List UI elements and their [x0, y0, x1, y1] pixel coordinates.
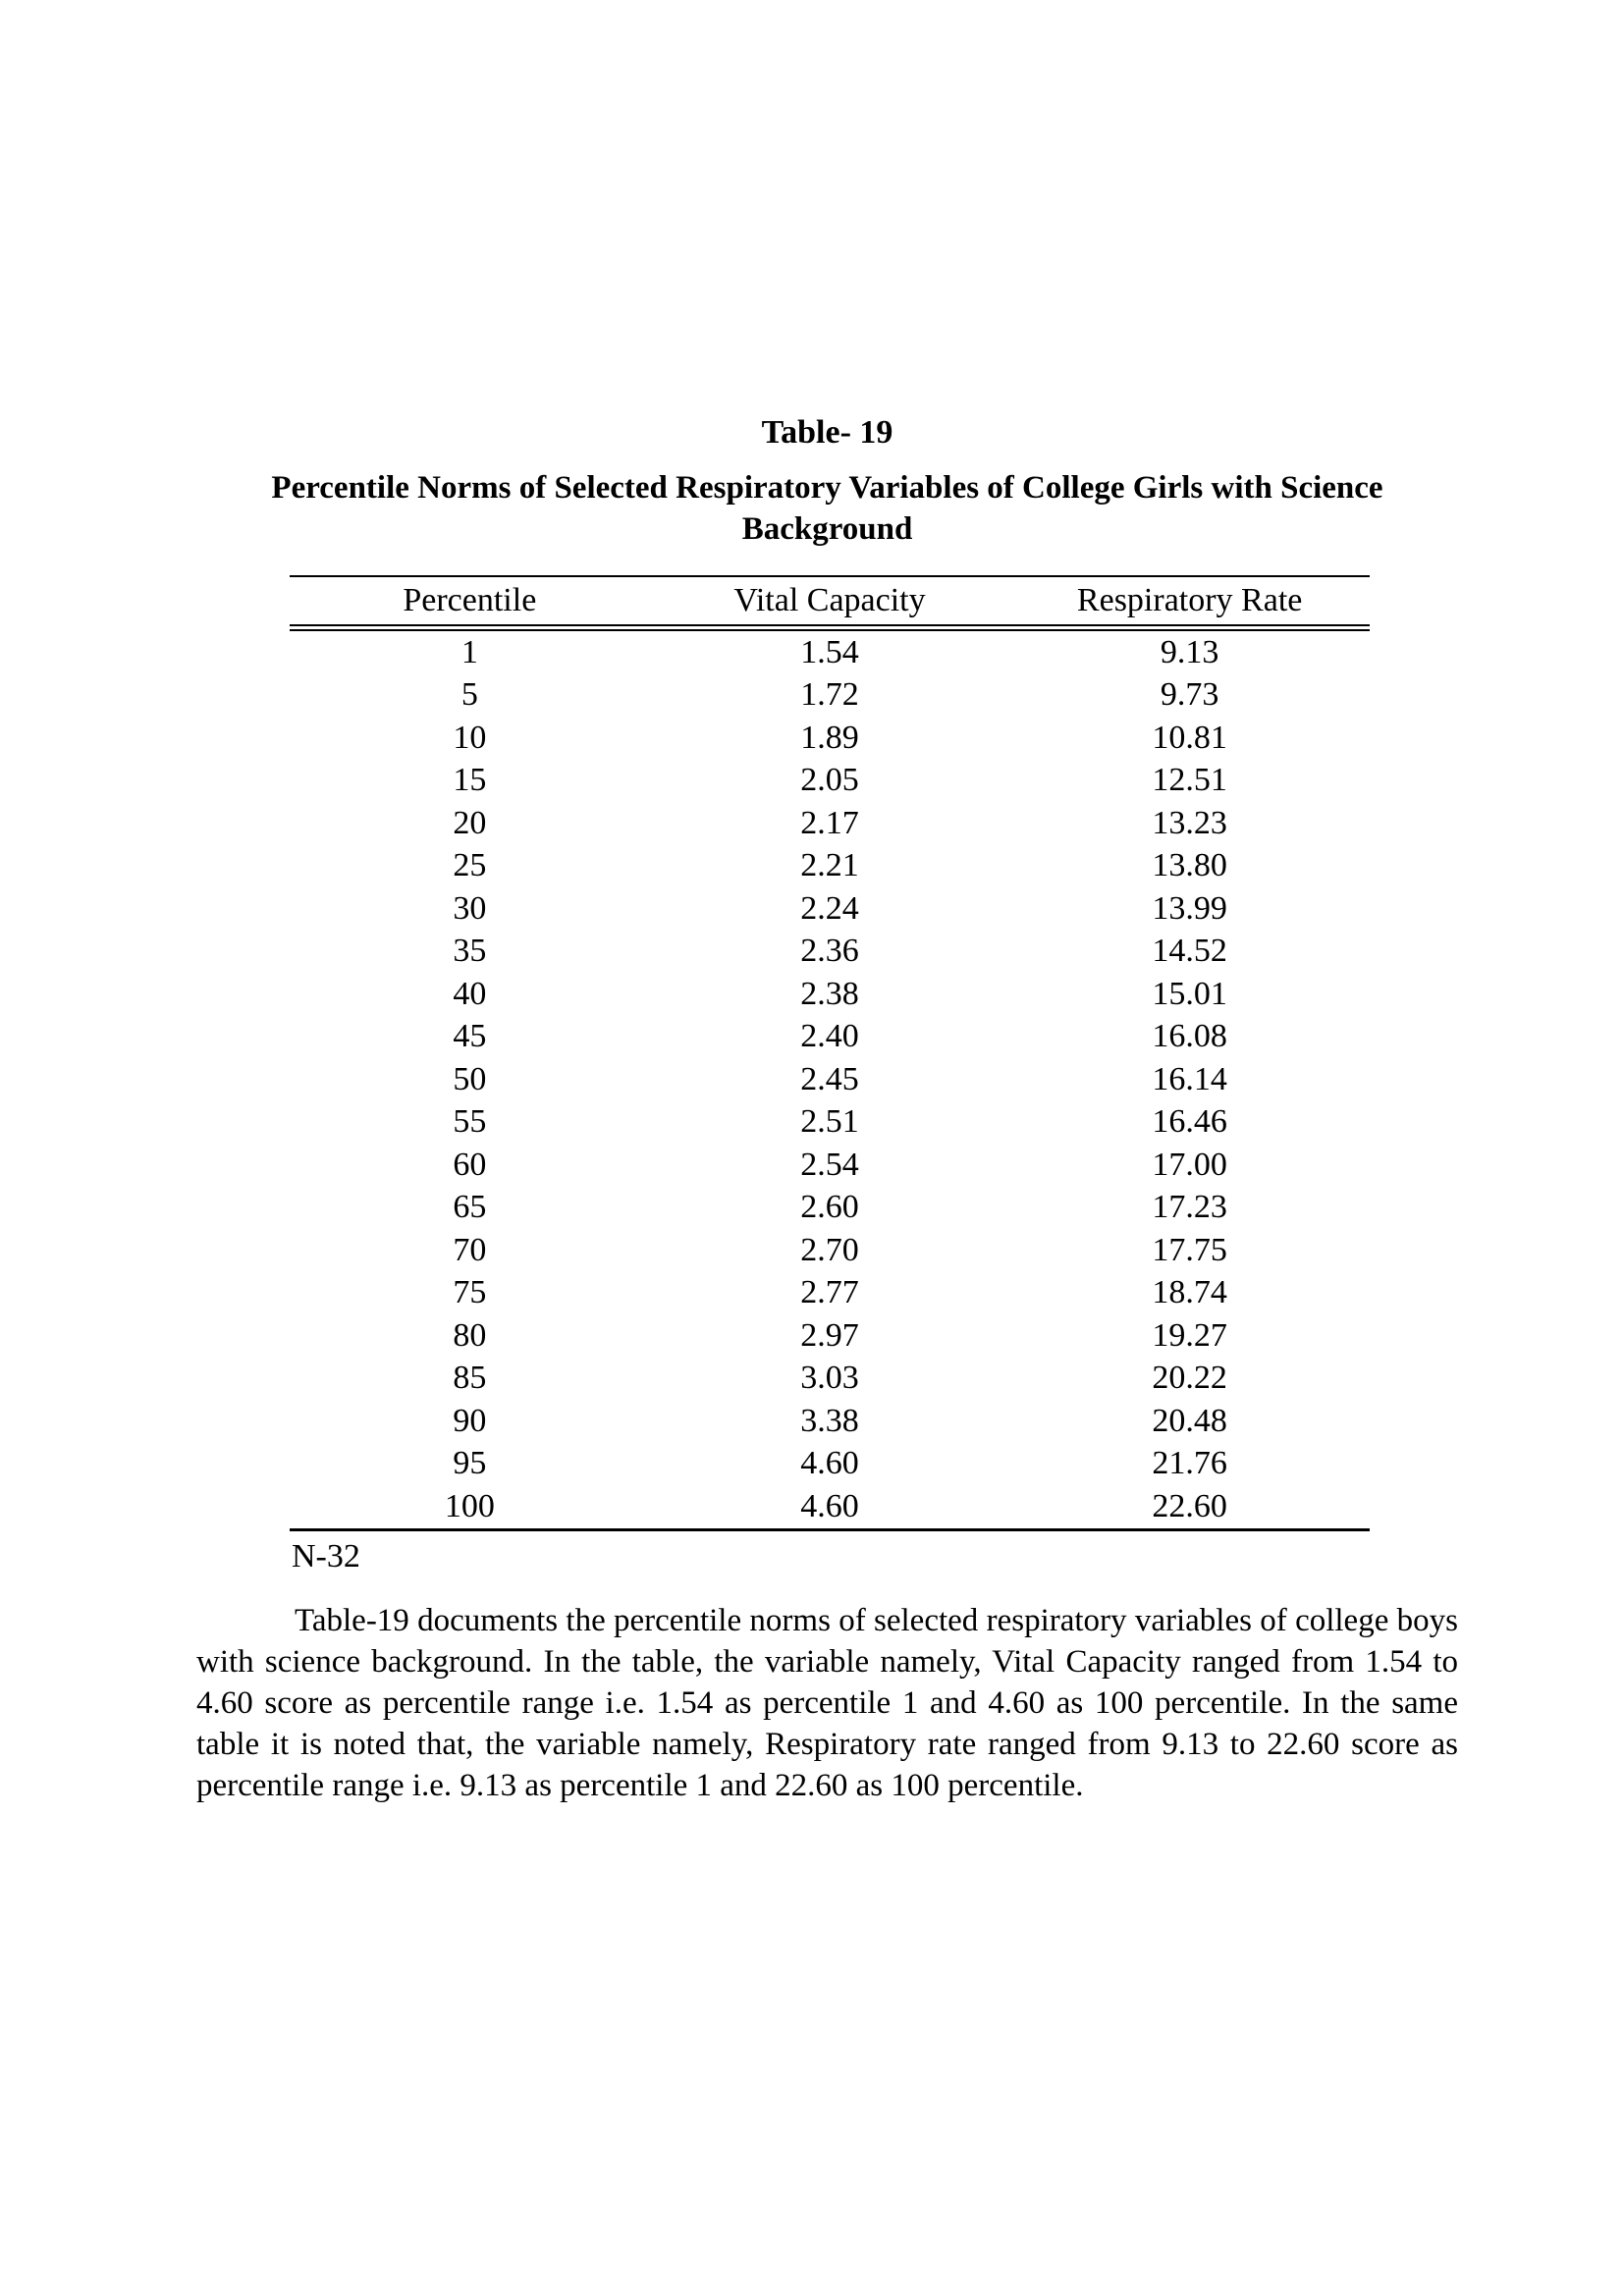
cell-respiratory-rate: 20.22	[1152, 1360, 1227, 1397]
table-number-title: Table- 19	[761, 414, 893, 451]
table-row	[290, 760, 1370, 803]
cell-respiratory-rate: 13.23	[1152, 804, 1227, 841]
percentile-norms-table	[290, 575, 1370, 1531]
cell-respiratory-rate: 17.23	[1152, 1189, 1227, 1226]
table-row	[290, 1485, 1370, 1528]
table-bottom-rule	[290, 1528, 1370, 1531]
cell-percentile: 1	[460, 633, 478, 670]
table-row	[290, 887, 1370, 931]
cell-percentile: 65	[453, 1189, 487, 1226]
column-header-percentile: Percentile	[403, 582, 537, 618]
table-caption-line-1: Percentile Norms of Selected Respiratory Variables of College Girls with Science	[271, 470, 1383, 506]
cell-percentile: 20	[453, 804, 487, 841]
cell-respiratory-rate: 12.51	[1152, 762, 1227, 799]
cell-respiratory-rate: 16.14	[1152, 1060, 1227, 1097]
cell-vital-capacity: 2.36	[800, 933, 859, 970]
cell-respiratory-rate: 16.08	[1152, 1018, 1227, 1055]
table-row	[290, 1016, 1370, 1059]
column-header-vital-capacity: Vital Capacity	[733, 582, 926, 618]
cell-percentile: 45	[453, 1018, 487, 1055]
cell-respiratory-rate: 20.48	[1152, 1402, 1227, 1439]
table-row	[290, 674, 1370, 718]
cell-respiratory-rate: 22.60	[1152, 1487, 1227, 1524]
cell-percentile: 25	[453, 847, 487, 884]
cell-percentile: 35	[453, 933, 487, 970]
cell-vital-capacity: 2.40	[800, 1018, 859, 1055]
table-row	[290, 1144, 1370, 1187]
cell-percentile: 10	[453, 719, 487, 756]
cell-vital-capacity: 1.72	[800, 676, 859, 714]
cell-vital-capacity: 2.70	[800, 1231, 859, 1268]
table-row	[290, 1443, 1370, 1486]
cell-vital-capacity: 2.51	[800, 1103, 859, 1141]
table-row	[290, 1358, 1370, 1401]
cell-vital-capacity: 2.38	[800, 975, 859, 1012]
table-row	[290, 802, 1370, 845]
table-row	[290, 631, 1370, 674]
cell-percentile: 15	[453, 762, 487, 799]
cell-percentile: 100	[444, 1487, 495, 1524]
table-row	[290, 973, 1370, 1016]
cell-vital-capacity: 1.54	[800, 633, 859, 670]
cell-respiratory-rate: 13.80	[1152, 847, 1227, 884]
table-row	[290, 845, 1370, 888]
cell-vital-capacity: 2.17	[800, 804, 859, 841]
cell-vital-capacity: 2.45	[800, 1060, 859, 1097]
cell-percentile: 60	[453, 1146, 487, 1183]
cell-vital-capacity: 2.24	[800, 889, 859, 927]
cell-respiratory-rate: 19.27	[1152, 1316, 1227, 1354]
sample-size-note: N-32	[292, 1537, 360, 1575]
cell-vital-capacity: 4.60	[800, 1487, 859, 1524]
table-row	[290, 1400, 1370, 1443]
cell-percentile: 85	[453, 1360, 487, 1397]
cell-respiratory-rate: 13.99	[1152, 889, 1227, 927]
cell-percentile: 90	[453, 1402, 487, 1439]
cell-percentile: 70	[453, 1231, 487, 1268]
cell-percentile: 80	[453, 1316, 487, 1354]
table-caption-line-2: Background	[741, 511, 913, 547]
cell-vital-capacity: 2.21	[800, 847, 859, 884]
table-body	[290, 631, 1370, 1528]
cell-vital-capacity: 3.38	[800, 1402, 859, 1439]
cell-vital-capacity: 2.97	[800, 1316, 859, 1354]
column-header-respiratory-rate: Respiratory Rate	[1076, 582, 1303, 618]
cell-vital-capacity: 1.89	[800, 719, 859, 756]
cell-percentile: 55	[453, 1103, 487, 1141]
cell-percentile: 40	[453, 975, 487, 1012]
cell-respiratory-rate: 21.76	[1152, 1445, 1227, 1482]
cell-vital-capacity: 4.60	[800, 1445, 859, 1482]
cell-percentile: 50	[453, 1060, 487, 1097]
cell-percentile: 95	[453, 1445, 487, 1482]
table-row	[290, 1101, 1370, 1145]
cell-vital-capacity: 2.77	[800, 1274, 859, 1311]
table-row	[290, 1314, 1370, 1358]
cell-respiratory-rate: 18.74	[1152, 1274, 1227, 1311]
cell-respiratory-rate: 9.73	[1160, 676, 1219, 714]
cell-respiratory-rate: 16.46	[1152, 1103, 1227, 1141]
cell-percentile: 5	[460, 676, 478, 714]
table-caption	[196, 467, 1458, 550]
header-double-rule	[290, 624, 1370, 631]
table-header-row	[290, 575, 1370, 624]
table-row	[290, 1058, 1370, 1101]
cell-respiratory-rate: 17.75	[1152, 1231, 1227, 1268]
table-description-paragraph: Table-19 documents the percentile norms of selected respiratory variables of college boys with science background. In the table, the variable namely, Vital Capacity ranged from 1.54 to 4.60 score as percentile range i.e. 1.54 as percentile 1 and 4.60 as 100 percentile. In the same table it is noted that, the variable namely, Respiratory rate ranged from 9.13 to 22.60 score as percentile range i.e. 9.13 as percentile 1 and 22.60 as 100 percentile.	[196, 1602, 1458, 1803]
cell-percentile: 75	[453, 1274, 487, 1311]
table-row	[290, 931, 1370, 974]
table-row	[290, 717, 1370, 760]
cell-respiratory-rate: 9.13	[1160, 633, 1219, 670]
table-row	[290, 1272, 1370, 1315]
cell-vital-capacity: 2.54	[800, 1146, 859, 1183]
cell-respiratory-rate: 15.01	[1152, 975, 1227, 1012]
cell-respiratory-rate: 17.00	[1152, 1146, 1227, 1183]
cell-respiratory-rate: 10.81	[1152, 719, 1227, 756]
page-content	[196, 0, 1458, 1806]
table-row	[290, 1229, 1370, 1272]
cell-vital-capacity: 3.03	[800, 1360, 859, 1397]
table-row	[290, 1187, 1370, 1230]
cell-vital-capacity: 2.05	[800, 762, 859, 799]
cell-percentile: 30	[453, 889, 487, 927]
cell-respiratory-rate: 14.52	[1152, 933, 1227, 970]
cell-vital-capacity: 2.60	[800, 1189, 859, 1226]
